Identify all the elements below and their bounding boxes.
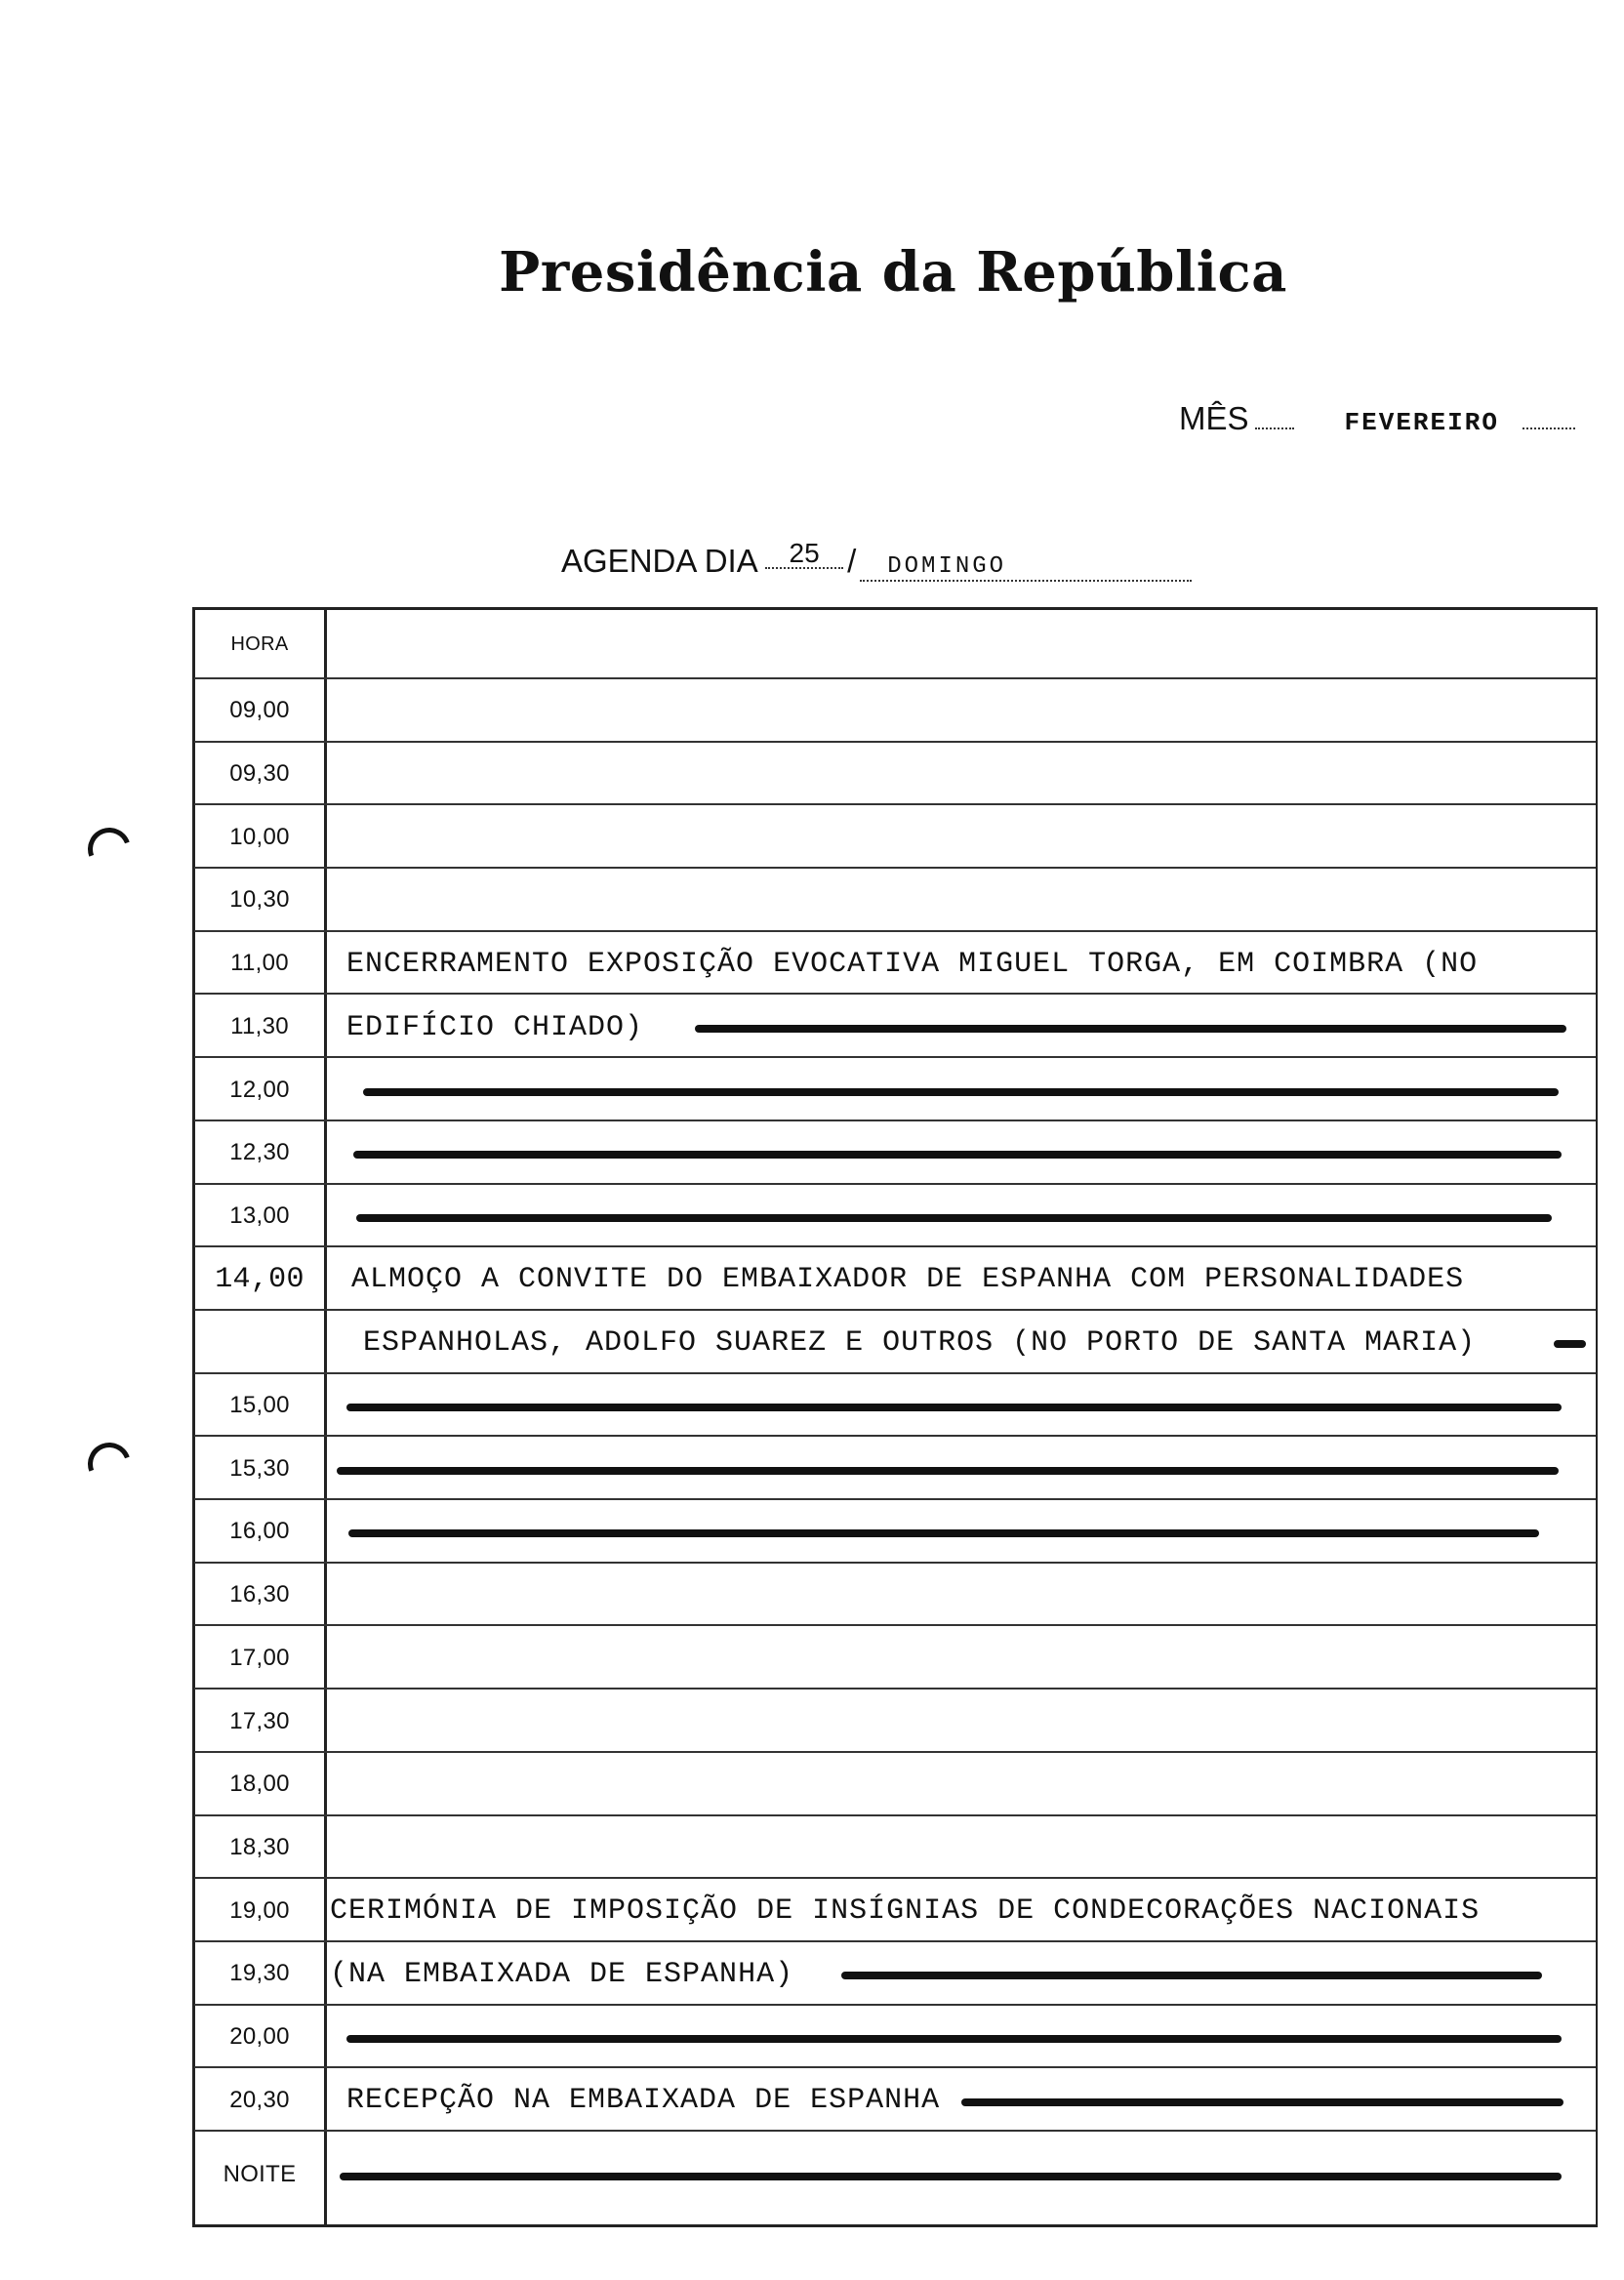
- agenda-entry: EDIFÍCIO CHIADO): [346, 1010, 644, 1044]
- time-slot: 10,30: [229, 886, 290, 914]
- agenda-row: [194, 679, 1596, 743]
- agenda-entry: CERIMÓNIA DE IMPOSIÇÃO DE INSÍGNIAS DE CONDECORAÇÕES NACIONAIS: [330, 1894, 1481, 1929]
- time-slot: 12,30: [229, 1139, 290, 1166]
- agenda-entry: (NA EMBAIXADA DE ESPANHA): [330, 1958, 794, 1991]
- time-slot: 10,00: [229, 823, 290, 850]
- time-slot: 09,30: [229, 760, 290, 788]
- filler-stroke: [353, 1151, 1562, 1159]
- agenda-row: [194, 1627, 1596, 1690]
- agenda-row: [194, 1753, 1596, 1816]
- agenda-row: [194, 2068, 1596, 2132]
- agenda-label: AGENDA DIA: [561, 543, 756, 579]
- filler-stroke: [337, 1467, 1559, 1475]
- agenda-row: [194, 805, 1596, 869]
- time-slot: 20,00: [229, 2023, 290, 2051]
- time-slot: 18,30: [229, 1833, 290, 1860]
- agenda-row: [194, 869, 1596, 932]
- time-slot: 16,00: [229, 1518, 290, 1545]
- time-slot: 16,30: [229, 1581, 290, 1608]
- agenda-entry: ESPANHOLAS, ADOLFO SUAREZ E OUTROS (NO PORTO DE SANTA MARIA): [363, 1326, 1477, 1360]
- agenda-row: [194, 1311, 1596, 1374]
- time-slot: 12,00: [229, 1076, 290, 1103]
- month-label: MÊS: [1179, 400, 1249, 436]
- table-header-row: [194, 609, 1596, 679]
- filler-stroke: [363, 1088, 1559, 1096]
- time-slot: 09,00: [229, 697, 290, 724]
- time-slot: NOITE: [223, 2161, 297, 2188]
- agenda-row: [194, 1437, 1596, 1500]
- filler-stroke: [340, 2173, 1562, 2180]
- filler-stroke: [348, 1529, 1539, 1537]
- agenda-row: [194, 1374, 1596, 1438]
- agenda-row: [194, 1247, 1596, 1311]
- agenda-row: [194, 2006, 1596, 2069]
- filler-stroke: [346, 2035, 1562, 2043]
- agenda-row: [194, 2132, 1596, 2218]
- agenda-day-field: [561, 540, 1192, 582]
- date-separator: /: [847, 543, 857, 579]
- month-trailing-dots: [1522, 428, 1575, 429]
- time-slot: 11,00: [230, 950, 289, 977]
- time-slot: 14,00: [215, 1262, 304, 1296]
- agenda-row: [194, 743, 1596, 806]
- agenda-row: [194, 1500, 1596, 1564]
- agenda-entry: RECEPÇÃO NA EMBAIXADA DE ESPANHA: [346, 2084, 941, 2118]
- time-slot: 17,00: [229, 1644, 290, 1671]
- agenda-row: [194, 1058, 1596, 1121]
- month-field: [1179, 400, 1575, 437]
- filler-stroke: [346, 1404, 1562, 1411]
- time-slot: 11,30: [230, 1012, 289, 1039]
- agenda-row: [194, 1942, 1596, 2006]
- month-dotted-line: [1255, 428, 1294, 429]
- time-slot: 15,00: [229, 1392, 290, 1419]
- filler-stroke: [961, 2098, 1563, 2106]
- agenda-row: [194, 996, 1596, 1059]
- filler-stroke: [841, 1972, 1542, 1979]
- agenda-row: [194, 1564, 1596, 1627]
- agenda-entry: ALMOÇO A CONVITE DO EMBAIXADOR DE ESPANHA COM PERSONALIDADES: [351, 1263, 1465, 1297]
- time-slot: 19,30: [229, 1960, 290, 1987]
- time-slot: 17,30: [229, 1707, 290, 1734]
- punch-hole-top: [81, 821, 138, 877]
- agenda-row: [194, 1816, 1596, 1880]
- punch-hole-bottom: [81, 1436, 138, 1492]
- agenda-row: [194, 932, 1596, 996]
- agenda-row: [194, 1690, 1596, 1753]
- filler-stroke: [1554, 1340, 1586, 1348]
- time-slot: 13,00: [229, 1201, 290, 1229]
- agenda-row: [194, 1121, 1596, 1185]
- time-slot: 18,00: [229, 1771, 290, 1798]
- agenda-row: [194, 1879, 1596, 1942]
- time-slot: 15,30: [229, 1454, 290, 1482]
- month-value: FEVEREIRO: [1344, 408, 1499, 437]
- weekday: DOMINGO: [860, 553, 1192, 582]
- page-title: Presidência da República: [499, 240, 1287, 305]
- agenda-row: [194, 1185, 1596, 1248]
- time-slot: 20,30: [229, 2086, 290, 2113]
- agenda-entry: ENCERRAMENTO EXPOSIÇÃO EVOCATIVA MIGUEL TORGA, EM COIMBRA (NO: [346, 947, 1479, 981]
- filler-stroke: [695, 1025, 1566, 1033]
- hora-header: HORA: [230, 632, 289, 655]
- filler-stroke: [356, 1214, 1552, 1222]
- time-slot: 19,00: [229, 1896, 290, 1924]
- day-number: 25: [765, 540, 843, 569]
